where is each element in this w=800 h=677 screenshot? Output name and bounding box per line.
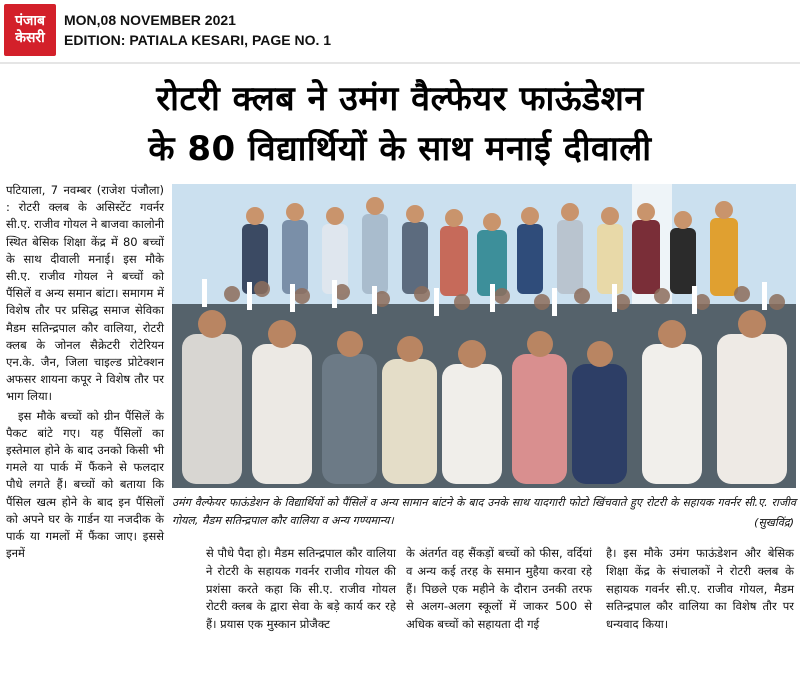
headline-line2: के 80 विद्यार्थियों के साथ मनाई दीवाली bbox=[148, 129, 652, 169]
header-divider bbox=[0, 62, 800, 64]
article-paragraph: इस मौके बच्चों को ग्रीन पैंसिलें के पैकट बांटे गए। यह पैंसिलों का इस्तेमाल होने के बाद उनको किसी भी गमले या पार्क में फैंकने से फलदार पौधे लगते हैं। बच्चों को बताया कि पैंसिल खत्म होने के बाद इन पैंसिलों को अपने घर के गार्डन या नजदीक के पार्क या गमलों में फैंका जाए। इससे इनमें bbox=[6, 408, 164, 561]
article-paragraph: पटियाला, 7 नवम्बर (राजेश पंजौला) : रोटरी क्लब के असिस्टेंट गवर्नर सी.ए. राजीव गोयल ने बाजवा कालोनी स्थित बेसिक शिक्षा केंद्र में 80 बच्चों के साथ दीवाली मनाई। इस मौके सी.ए. राजीव गोयल ने बच्चों को पैंसिलें व अन्य समान बांटा। समागम में विशेष तौर पर प्रसिद्ध समाज सेविका मैडम सतिन्द्रपाल कौर वालिया, रोटरी क्लब के जोनल सैक्रेटरी रोटेरियन एन.के. जैन, जिला चाइल्ड प्रोटेक्शन अफसर शायना कपूर ने विशेष तौर पर भाग लिया। bbox=[6, 183, 164, 404]
edition-meta bbox=[64, 10, 331, 50]
group-photo bbox=[172, 184, 796, 488]
photo-credit: (सुखविंद्र) bbox=[754, 516, 794, 529]
newspaper-logo bbox=[4, 4, 56, 56]
logo-line2: केसरी bbox=[15, 30, 45, 46]
article-column-4: है। इस मौके उमंग फाऊंडेशन और बेसिक शिक्षा केंद्र के संचालकों ने रोटरी क्लब के सहायक गवर्नर सी.ए. राजीव गोयल, मैडम सतिन्द्रपाल कौर वालिया का विशेष तौर पर धन्यवाद किया। bbox=[606, 546, 794, 632]
headline bbox=[0, 74, 800, 174]
publication-date: MON,08 NOVEMBER 2021 bbox=[64, 12, 236, 28]
group-photo-illustration bbox=[172, 184, 796, 488]
headline-line1: रोटरी क्लब ने उमंग वैल्फेयर फाऊंडेशन bbox=[156, 79, 644, 119]
article-column-1 bbox=[6, 182, 164, 564]
photo-caption: उमंग वैल्फेयर फाऊंडेशन के विद्यार्थियों को पैंसिलें व अन्य सामान बांटने के बाद उनके साथ यादगारी फोटो खिंचवाते हुए रोटरी के सहायक गवर्नर सी.ए. राजीव गोयल, मैडम सतिन्द्रपाल कौर वालिया व अन्य गण्यमान्य। bbox=[172, 496, 796, 527]
article-column-2: से पौधे पैदा हो। मैडम सतिन्द्रपाल कौर वालिया ने रोटरी के सहायक गवर्नर राजीव गोयल की प्रशंसा करते कहा कि सी.ए. राजीव गोयल रोटरी क्लब के द्वारा सेवा के बड़े कार्य कर रहे हैं। प्रयास एक मुस्कान प्रोजैक्ट bbox=[206, 546, 396, 632]
edition-info: EDITION: PATIALA KESARI, PAGE NO. 1 bbox=[64, 32, 332, 48]
article-column-3: के अंतर्गत वह सैंकड़ों बच्चों को फीस, वर्दियां व अन्य कई तरह के समान मुहैया करवा रहे हैं। पिछले एक महीने के दौरान उनकी तरफ से अलग-अलग स्कूलों में जाकर 500 से अधिक बच्चों को सहायता दी गई bbox=[406, 546, 592, 632]
logo-line1: पंजाब bbox=[15, 13, 45, 29]
